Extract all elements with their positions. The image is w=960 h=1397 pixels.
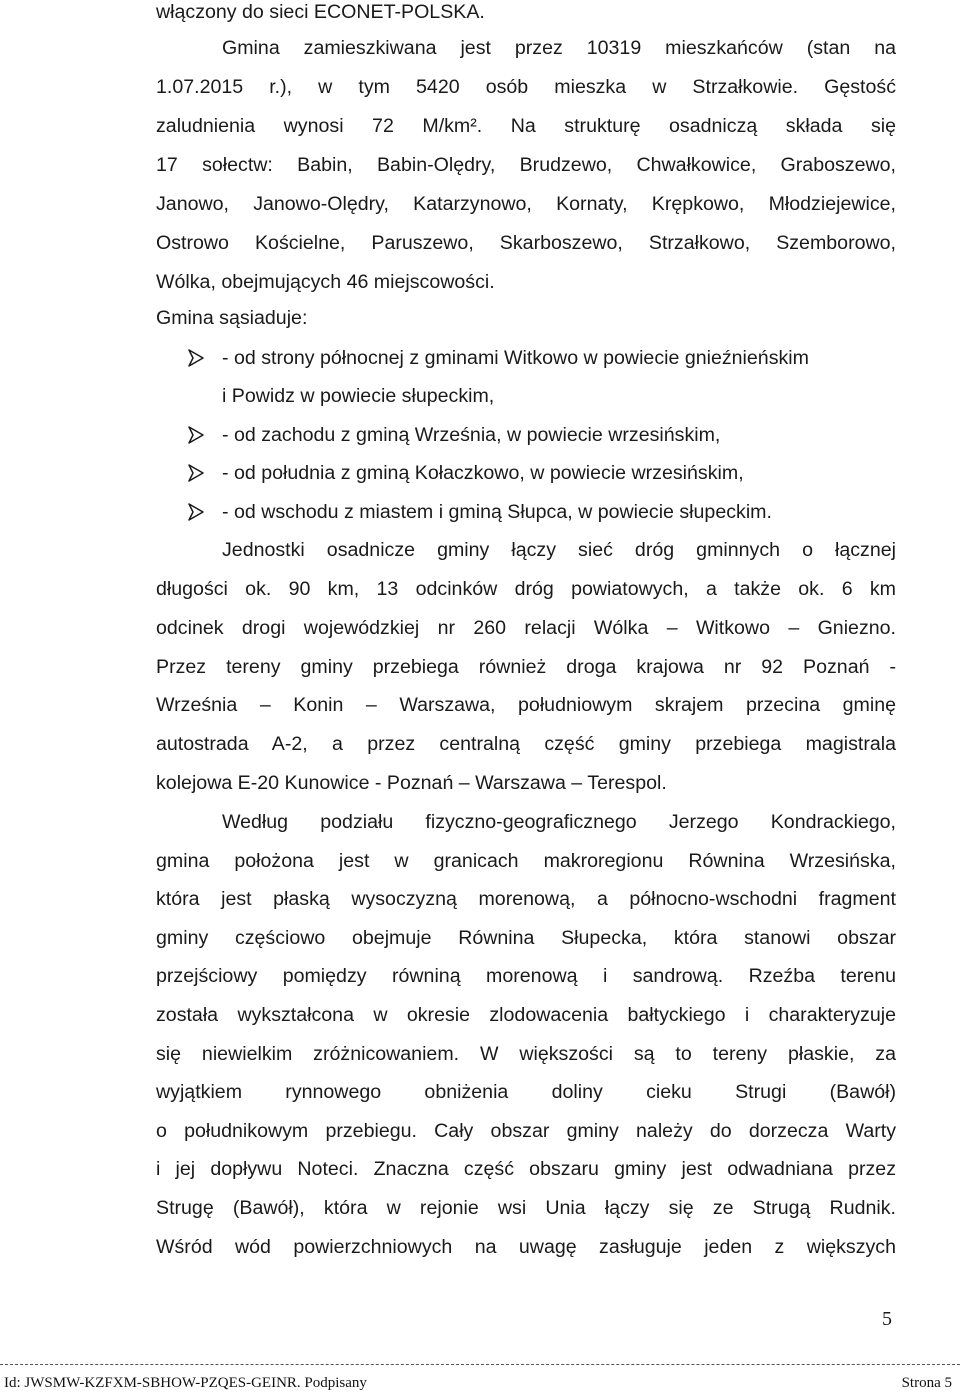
- text-line: włączony do sieci ECONET-POLSKA.: [156, 1, 485, 23]
- text-line: Według podziału fizyczno-geograficznego Jerzego Kondrackiego,: [222, 811, 896, 833]
- arrowhead-bullet-icon: [188, 426, 204, 444]
- text-line: Gmina zamieszkiwana jest przez 10319 mieszkańców (stan na: [222, 37, 896, 59]
- arrowhead-bullet-icon: [188, 349, 204, 367]
- text-line: Przez tereny gminy przebiega również droga krajowa nr 92 Poznań -: [156, 656, 896, 678]
- text-line: długości ok. 90 km, 13 odcinków dróg powiatowych, a także ok. 6 km: [156, 578, 896, 600]
- footer-divider: [0, 1364, 960, 1365]
- text-line: autostrada A-2, a przez centralną część gminy przebiega magistrala: [156, 733, 896, 755]
- text-line: zaludnienia wynosi 72 M/km². Na strukturę osadniczą składa się: [156, 115, 896, 137]
- footer-page-label: Strona 5: [901, 1375, 952, 1391]
- text-line: Ostrowo Kościelne, Paruszewo, Skarboszewo, Strzałkowo, Szemborowo,: [156, 232, 896, 254]
- list-item: - od zachodu z gminą Września, w powiecie wrzesińskim,: [222, 424, 721, 446]
- arrowhead-bullet-icon: [188, 503, 204, 521]
- text-line: o południkowym przebiegu. Cały obszar gminy należy do dorzecza Warty: [156, 1120, 896, 1142]
- text-line: Strugę (Bawół), która w rejonie wsi Unia łączy się ze Strugą Rudnik.: [156, 1197, 896, 1219]
- text-line: Janowo, Janowo-Olędry, Katarzynowo, Kornaty, Krępkowo, Młodziejewice,: [156, 193, 896, 215]
- text-line: się niewielkim zróżnicowaniem. W większości są to tereny płaskie, za: [156, 1043, 896, 1065]
- text-line: Wólka, obejmujących 46 miejscowości.: [156, 271, 495, 293]
- text-line: 17 sołectw: Babin, Babin-Olędry, Brudzewo, Chwałkowice, Graboszewo,: [156, 154, 896, 176]
- text-line: Września – Konin – Warszawa, południowym skrajem przecina gminę: [156, 694, 896, 716]
- text-line: Jednostki osadnicze gminy łączy sieć dróg gminnych o łącznej: [222, 539, 896, 561]
- text-line: odcinek drogi wojewódzkiej nr 260 relacji Wólka – Witkowo – Gniezno.: [156, 617, 896, 639]
- text-line: została wykształcona w okresie zlodowacenia bałtyckiego i charakteryzuje: [156, 1004, 896, 1026]
- text-line: Wśród wód powierzchniowych na uwagę zasługuje jeden z większych: [156, 1236, 896, 1258]
- list-item-continuation: i Powidz w powiecie słupeckim,: [222, 385, 495, 407]
- list-item: - od południa z gminą Kołaczkowo, w powiecie wrzesińskim,: [222, 462, 744, 484]
- text-line: gmina położona jest w granicach makroregionu Równina Wrzesińska,: [156, 850, 896, 872]
- page-number: 5: [882, 1308, 892, 1330]
- text-line: Gmina sąsiaduje:: [156, 307, 308, 329]
- arrowhead-bullet-icon: [188, 464, 204, 482]
- footer-document-id: Id: JWSMW-KZFXM-SBHOW-PZQES-GEINR. Podpisany: [4, 1375, 367, 1391]
- list-item: - od strony północnej z gminami Witkowo w powiecie gnieźnieńskim: [222, 347, 809, 369]
- text-line: przejściowy pomiędzy równiną morenową i sandrową. Rzeźba terenu: [156, 965, 896, 987]
- list-item: - od wschodu z miastem i gminą Słupca, w powiecie słupeckim.: [222, 501, 772, 523]
- text-line: kolejowa E-20 Kunowice - Poznań – Warszawa – Terespol.: [156, 772, 667, 794]
- text-line: gminy częściowo obejmuje Równina Słupecka, która stanowi obszar: [156, 927, 896, 949]
- text-line: i jej dopływu Noteci. Znaczna część obszaru gminy jest odwadniana przez: [156, 1158, 896, 1180]
- text-line: wyjątkiem rynnowego obniżenia doliny cieku Strugi (Bawół): [156, 1081, 896, 1103]
- text-line: która jest płaską wysoczyzną morenową, a północno-wschodni fragment: [156, 888, 896, 910]
- text-line: 1.07.2015 r.), w tym 5420 osób mieszka w Strzałkowie. Gęstość: [156, 76, 896, 98]
